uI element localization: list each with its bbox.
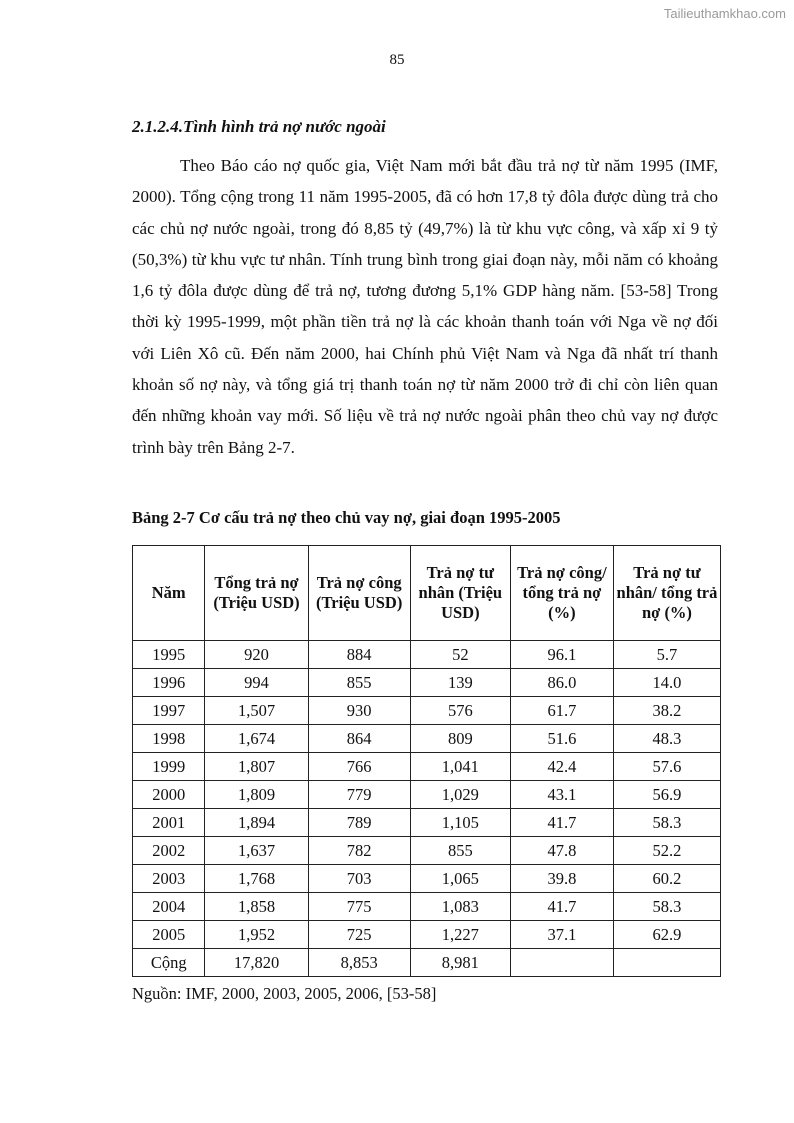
cell-public: 703 [308, 865, 410, 893]
cell-private-share: 5.7 [613, 641, 720, 669]
cell-private-share: 14.0 [613, 669, 720, 697]
cell-private: 8,981 [410, 949, 510, 977]
cell-public: 930 [308, 697, 410, 725]
cell-private: 1,227 [410, 921, 510, 949]
header-year: Năm [133, 546, 205, 641]
cell-private-share: 58.3 [613, 893, 720, 921]
cell-public-share: 41.7 [510, 893, 613, 921]
cell-public-share: 51.6 [510, 725, 613, 753]
cell-private-share: 56.9 [613, 781, 720, 809]
table-body [133, 641, 721, 977]
cell-public-share: 96.1 [510, 641, 613, 669]
paragraph-text: Theo Báo cáo nợ quốc gia, Việt Nam mới bắt đầu trả nợ từ năm 1995 (IMF, 2000). Tổng cộng trong 11 năm 1995-2005, đã có hơn 17,8 tỷ đôla được dùng trả cho các chủ nợ nước ngoài, trong đó 8,85 tỷ (49,7%) là từ khu vực công, và xấp xỉ 9 tỷ (50,3%) từ khu vực tư nhân. Tính trung bình trong giai đoạn này, mỗi năm có khoảng 1,6 tỷ đôla được dùng để trả nợ, tương đương 5,1% GDP hàng năm. [53-58] Trong thời kỳ 1995-1999, một phần tiền trả nợ là các khoản thanh toán với Nga về nợ đối với Liên Xô cũ. Đến năm 2000, hai Chính phủ Việt Nam và Nga đã nhất trí thanh khoản số nợ này, và tổng giá trị thanh toán nợ từ năm 2000 trở đi chỉ còn liên quan đến những khoản vay mới. Số liệu về trả nợ nước ngoài phân theo chủ vay nợ được trình bày trên Bảng 2-7. [132, 156, 718, 457]
table-header-row [133, 546, 721, 641]
cell-total: 1,894 [205, 809, 308, 837]
header-public-repayment: Trả nợ công (Triệu USD) [308, 546, 410, 641]
cell-public: 766 [308, 753, 410, 781]
header-total-repayment: Tổng trả nợ (Triệu USD) [205, 546, 308, 641]
cell-private-share: 52.2 [613, 837, 720, 865]
table-row [133, 837, 721, 865]
cell-year: 2003 [133, 865, 205, 893]
cell-private: 52 [410, 641, 510, 669]
cell-public-share: 43.1 [510, 781, 613, 809]
table-row [133, 753, 721, 781]
cell-year: 1995 [133, 641, 205, 669]
source-note: Nguồn: IMF, 2000, 2003, 2005, 2006, [53-58] [132, 984, 437, 1003]
cell-public: 779 [308, 781, 410, 809]
cell-public-share: 37.1 [510, 921, 613, 949]
cell-public-share: 61.7 [510, 697, 613, 725]
cell-year: 1997 [133, 697, 205, 725]
table-row [133, 697, 721, 725]
cell-public-share: 39.8 [510, 865, 613, 893]
cell-private: 1,105 [410, 809, 510, 837]
cell-total: 1,637 [205, 837, 308, 865]
table-row [133, 641, 721, 669]
cell-public: 864 [308, 725, 410, 753]
cell-year: 2005 [133, 921, 205, 949]
table-total-row [133, 949, 721, 977]
header-private-share: Trả nợ tư nhân/ tổng trả nợ (%) [613, 546, 720, 641]
cell-public-share: 41.7 [510, 809, 613, 837]
cell-private-share: 38.2 [613, 697, 720, 725]
table-row [133, 781, 721, 809]
cell-total: 17,820 [205, 949, 308, 977]
cell-private: 1,041 [410, 753, 510, 781]
cell-total: 1,674 [205, 725, 308, 753]
cell-public-share: 47.8 [510, 837, 613, 865]
cell-year: 2001 [133, 809, 205, 837]
cell-private: 576 [410, 697, 510, 725]
cell-public-share [510, 949, 613, 977]
header-private-repayment: Trả nợ tư nhân (Triệu USD) [410, 546, 510, 641]
debt-repayment-table [132, 545, 721, 977]
cell-private: 1,029 [410, 781, 510, 809]
cell-year: Cộng [133, 949, 205, 977]
body-paragraph [132, 150, 718, 463]
cell-private: 855 [410, 837, 510, 865]
table-row [133, 921, 721, 949]
cell-public: 789 [308, 809, 410, 837]
table-row [133, 893, 721, 921]
table-row [133, 725, 721, 753]
cell-year: 2002 [133, 837, 205, 865]
cell-total: 1,952 [205, 921, 308, 949]
cell-public: 8,853 [308, 949, 410, 977]
cell-public: 782 [308, 837, 410, 865]
header-public-share: Trả nợ công/ tổng trả nợ (%) [510, 546, 613, 641]
cell-public: 884 [308, 641, 410, 669]
cell-private: 1,083 [410, 893, 510, 921]
cell-total: 1,858 [205, 893, 308, 921]
page-number: 85 [389, 52, 405, 68]
cell-private-share: 62.9 [613, 921, 720, 949]
cell-private-share [613, 949, 720, 977]
cell-total: 1,807 [205, 753, 308, 781]
cell-year: 1996 [133, 669, 205, 697]
cell-private: 1,065 [410, 865, 510, 893]
cell-private: 139 [410, 669, 510, 697]
section-heading: 2.1.2.4.Tình hình trả nợ nước ngoài [132, 117, 386, 136]
cell-public: 775 [308, 893, 410, 921]
table-row [133, 865, 721, 893]
cell-public-share: 42.4 [510, 753, 613, 781]
cell-total: 1,809 [205, 781, 308, 809]
table-row [133, 809, 721, 837]
cell-total: 994 [205, 669, 308, 697]
cell-private-share: 48.3 [613, 725, 720, 753]
cell-total: 1,507 [205, 697, 308, 725]
cell-private: 809 [410, 725, 510, 753]
watermark: Tailieuthamkhao.com [663, 6, 786, 21]
cell-year: 1998 [133, 725, 205, 753]
cell-private-share: 58.3 [613, 809, 720, 837]
cell-private-share: 60.2 [613, 865, 720, 893]
cell-public: 725 [308, 921, 410, 949]
cell-public: 855 [308, 669, 410, 697]
cell-year: 1999 [133, 753, 205, 781]
cell-total: 1,768 [205, 865, 308, 893]
cell-year: 2004 [133, 893, 205, 921]
table-caption: Bảng 2-7 Cơ cấu trả nợ theo chủ vay nợ, giai đoạn 1995-2005 [132, 508, 561, 527]
cell-private-share: 57.6 [613, 753, 720, 781]
cell-year: 2000 [133, 781, 205, 809]
cell-public-share: 86.0 [510, 669, 613, 697]
table-row [133, 669, 721, 697]
cell-total: 920 [205, 641, 308, 669]
